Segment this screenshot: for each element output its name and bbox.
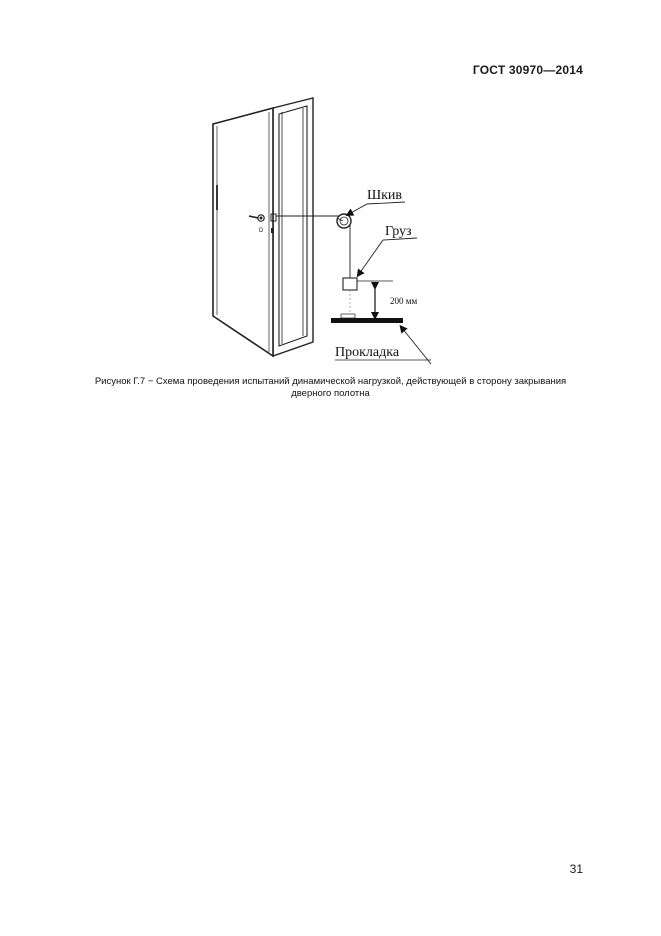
figure-caption: [40, 376, 621, 400]
pad: [331, 318, 403, 323]
weight-block: [343, 278, 357, 290]
pulley-label: Шкив: [367, 188, 403, 203]
weight-leader: [359, 238, 417, 274]
page-number: 31: [569, 862, 583, 876]
caption-line-2: дверного полотна: [291, 388, 370, 399]
test-diagram: [195, 90, 455, 380]
pulley-leader: [349, 202, 405, 214]
distance-label: 200 мм: [390, 296, 418, 306]
weight-label: Груз: [385, 224, 412, 239]
pad-label: Прокладка: [335, 345, 400, 360]
svg-text:D: D: [259, 228, 264, 234]
door-frame: [273, 98, 313, 356]
pad-leader: [402, 328, 431, 364]
door-leaf: [213, 108, 273, 356]
pulley: [337, 214, 351, 228]
document-header: ГОСТ 30970—2014: [472, 63, 583, 77]
caption-line-1: Рисунок Г.7 − Схема проведения испытаний динамической нагрузкой, действующей в сторону закрывания: [94, 376, 567, 387]
diagram-svg: [195, 90, 455, 380]
